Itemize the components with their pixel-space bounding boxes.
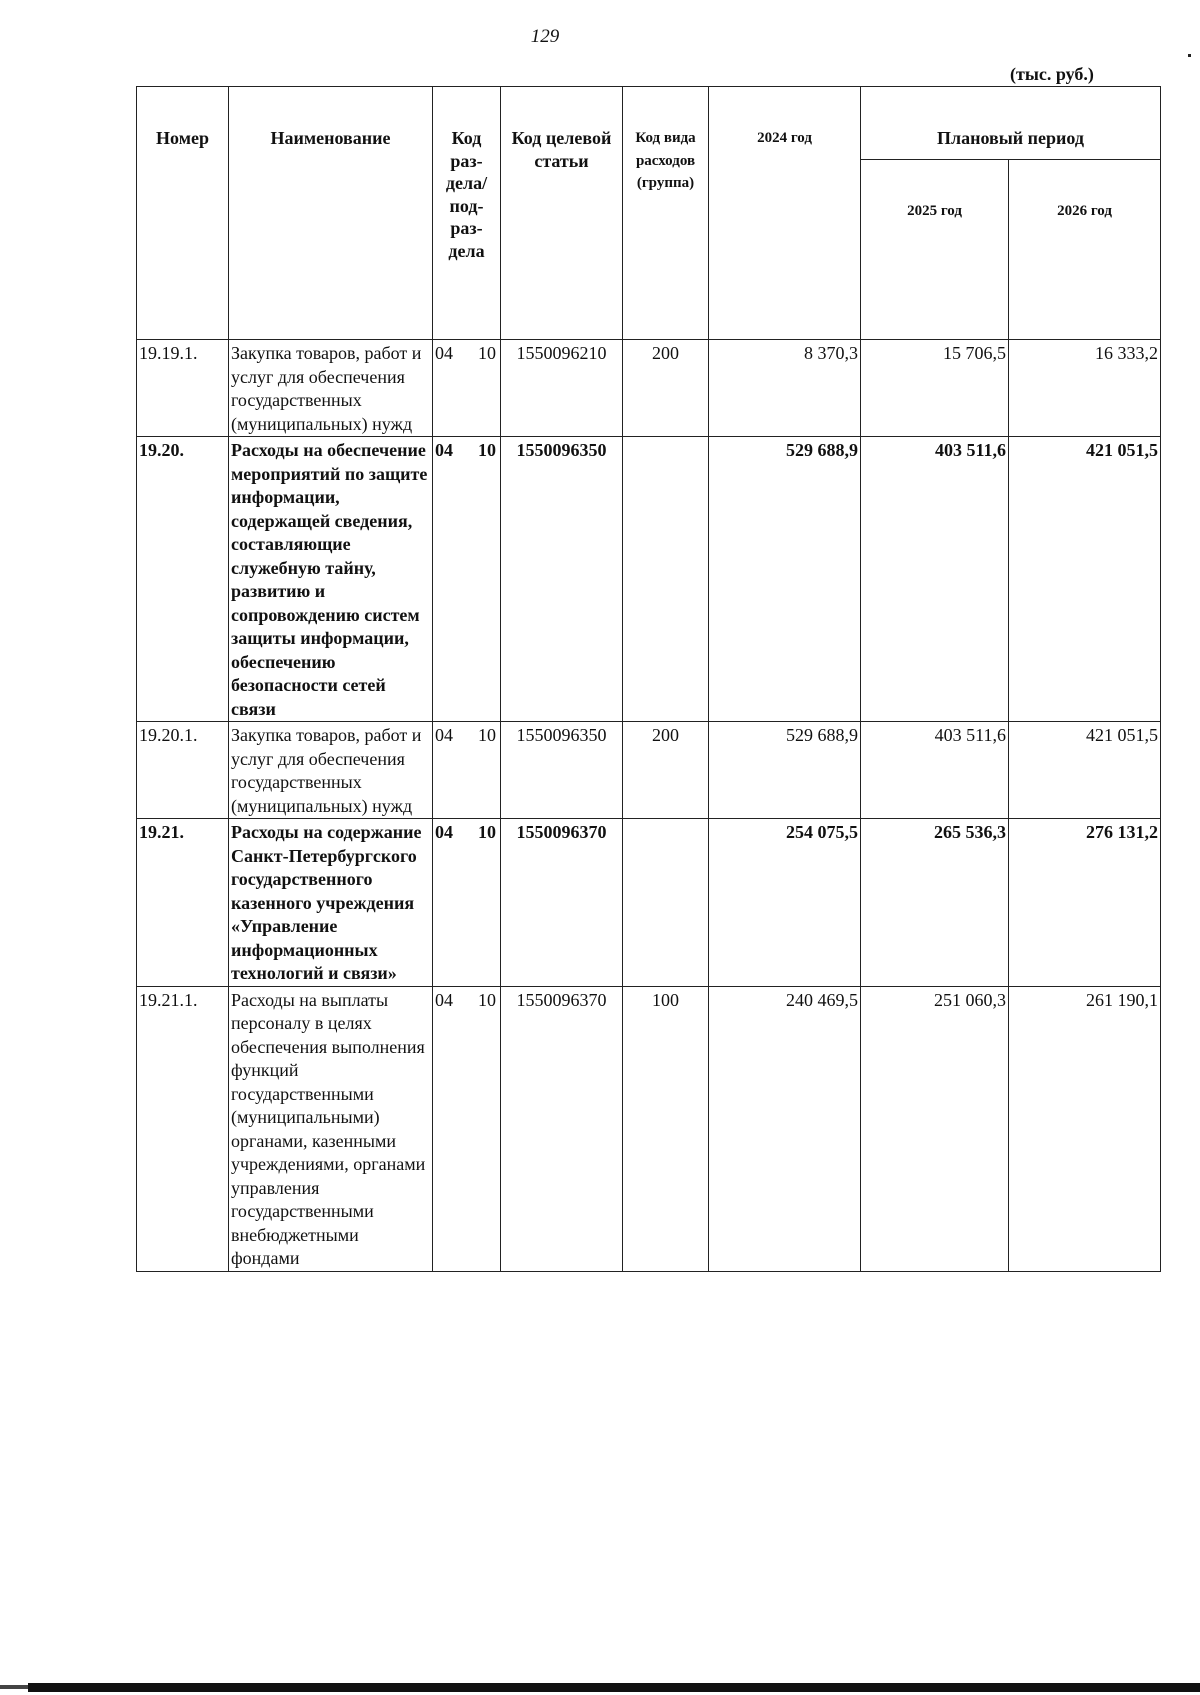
row-amount-2025: 403 511,6	[861, 722, 1009, 819]
header-target-code: Код целевой статьи	[501, 87, 623, 340]
row-expense-type	[623, 819, 709, 987]
table-row	[137, 722, 1161, 819]
table-row	[137, 340, 1161, 437]
table-row	[137, 437, 1161, 722]
row-amount-2024: 240 469,5	[709, 986, 861, 1271]
budget-table	[136, 86, 1161, 1272]
row-amount-2025: 403 511,6	[861, 437, 1009, 722]
row-subsection: 10	[478, 440, 496, 460]
row-section: 04	[435, 822, 453, 842]
row-name: Расходы на содержание Санкт-Петербургского государственного казенного учреждения «Управление информационных технологий и связи»	[229, 819, 433, 987]
row-section-code	[433, 819, 501, 987]
header-name: Наименование	[229, 87, 433, 340]
bottom-rule	[28, 1683, 1200, 1692]
header-planning-period: Плановый период	[861, 87, 1161, 160]
row-number: 19.20.1.	[137, 722, 229, 819]
row-amount-2024: 529 688,9	[709, 437, 861, 722]
row-subsection: 10	[478, 989, 496, 1010]
row-amount-2025: 265 536,3	[861, 819, 1009, 987]
row-target-code: 1550096370	[501, 819, 623, 987]
row-section: 04	[435, 440, 453, 460]
row-target-code: 1550096210	[501, 340, 623, 437]
row-section: 04	[435, 343, 453, 363]
row-name: Закупка товаров, работ и услуг для обеспечения государственных (муниципальных) нужд	[229, 722, 433, 819]
row-number: 19.21.	[137, 819, 229, 987]
row-number: 19.20.	[137, 437, 229, 722]
header-year-2025: 2025 год	[861, 160, 1009, 340]
row-amount-2026: 276 131,2	[1009, 819, 1161, 987]
row-section-code	[433, 722, 501, 819]
row-target-code: 1550096370	[501, 986, 623, 1271]
row-expense-type	[623, 437, 709, 722]
row-name: Закупка товаров, работ и услуг для обеспечения государственных (муниципальных) нужд	[229, 340, 433, 437]
row-amount-2024: 8 370,3	[709, 340, 861, 437]
row-amount-2024: 529 688,9	[709, 722, 861, 819]
row-expense-type: 100	[623, 986, 709, 1271]
row-amount-2026: 421 051,5	[1009, 722, 1161, 819]
row-section: 04	[435, 725, 453, 745]
row-subsection: 10	[478, 822, 496, 842]
header-expense-type: Код вида расходов (группа)	[623, 87, 709, 340]
row-number: 19.21.1.	[137, 986, 229, 1271]
header-year-2024: 2024 год	[709, 87, 861, 340]
row-subsection: 10	[478, 725, 496, 745]
row-amount-2026: 261 190,1	[1009, 986, 1161, 1271]
row-target-code: 1550096350	[501, 437, 623, 722]
header-section-code: Код раз- дела/ под- раз- дела	[433, 87, 501, 340]
row-amount-2024: 254 075,5	[709, 819, 861, 987]
row-section-code	[433, 340, 501, 437]
row-section-code	[433, 437, 501, 722]
row-name: Расходы на выплаты персоналу в целях обеспечения выполнения функций государственными (муниципальными) органами, казенными учреждениями, органами управления государственными внебюджетными фондами	[229, 986, 433, 1271]
header-number: Номер	[137, 87, 229, 340]
row-section-code	[433, 986, 501, 1271]
header-year-2026: 2026 год	[1009, 160, 1161, 340]
row-amount-2026: 421 051,5	[1009, 437, 1161, 722]
row-expense-type: 200	[623, 722, 709, 819]
table-row	[137, 986, 1161, 1271]
row-subsection: 10	[478, 343, 496, 363]
row-name: Расходы на обеспечение мероприятий по защите информации, содержащей сведения, составляющие служебную тайну, развитию и сопровождению систем защиты информации, обеспечению безопасности сетей связи	[229, 437, 433, 722]
row-amount-2026: 16 333,2	[1009, 340, 1161, 437]
row-amount-2025: 15 706,5	[861, 340, 1009, 437]
row-amount-2025: 251 060,3	[861, 986, 1009, 1271]
row-expense-type: 200	[623, 340, 709, 437]
table-body	[137, 340, 1161, 1272]
row-section: 04	[435, 989, 453, 1010]
table-row	[137, 819, 1161, 987]
row-target-code: 1550096350	[501, 722, 623, 819]
page-number: 129	[530, 26, 560, 47]
units-label: (тыс. руб.)	[1010, 64, 1094, 84]
margin-tick-mark	[1188, 54, 1191, 57]
row-number: 19.19.1.	[137, 340, 229, 437]
